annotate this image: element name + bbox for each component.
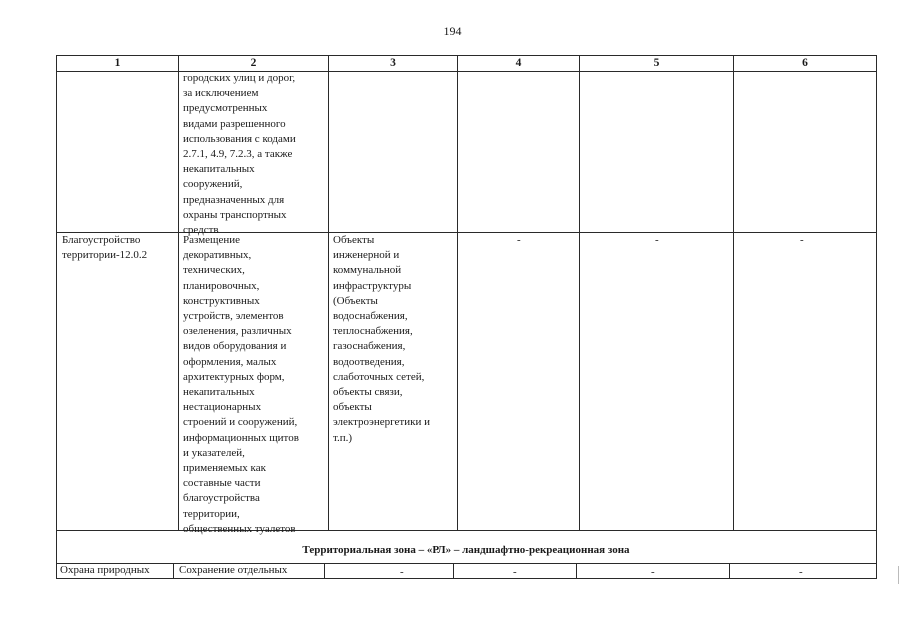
column-header: 2 [250,57,257,69]
table-cell-empty-dash: - [800,234,804,246]
table-cell-empty-dash: - [651,566,655,578]
table-cell-empty-dash: - [517,234,521,246]
header-bottom-border [56,71,877,72]
column-divider [457,55,458,531]
page-number: 194 [443,24,462,38]
column-header: 6 [802,57,808,69]
table-cell-use-description: Размещение декоративных, технических, планировочных, конструктивных устройств, элементов озеленения, различных видов оборудования и оформления, малых архитектурных форм, некапитальных нестационарных строений и сооружений, информационных щитов и указателей, применяемых как составные части благоустройства территории, общественных туалетов [183,234,299,535]
table-cell-empty-dash: - [799,566,803,578]
table-cell-empty-dash: - [513,566,517,578]
zone-title: Территориальная зона – «РЛ» – ландшафтно-рекреационная зона [302,544,630,556]
column-divider [579,55,580,531]
column-divider [576,563,577,579]
column-header: 3 [390,57,396,69]
table-right-border [876,55,877,579]
column-divider [178,55,179,531]
row-divider [56,232,877,233]
column-divider [733,55,734,531]
column-header: 4 [515,57,522,69]
column-header: 5 [653,57,660,69]
column-divider [328,55,329,531]
table-cell-use-type: Охрана природных [60,564,150,576]
column-divider [729,563,730,579]
column-divider [173,563,174,579]
table-left-border [56,55,57,579]
column-divider [453,563,454,579]
table-cell-empty-dash: - [655,234,659,246]
table-cell-permitted-use-continuation: городских улиц и дорог, за исключением предусмотренных видами разрешенного использования с кодами 2.7.1, 4.9, 7.2.3, а также некапитальных сооружений, предназначенных для охраны транспортных средств [183,72,296,237]
table-cell-use-description: Сохранение отдельных [179,564,288,576]
table-cell-use-type: Благоустройство территории-12.0.2 [62,234,148,262]
table-cell-auxiliary-use: Объекты инженерной и коммунальной инфраструктуры (Объекты водоснабжения, теплоснабжения, газоснабжения, водоотведения, слаботочных сетей, объекты связи, объекты электроэнергетики и т.п.) [333,234,430,444]
column-divider [324,563,325,579]
column-header: 1 [114,57,121,69]
row-divider [56,530,877,531]
scan-edge-mark [898,566,899,584]
table-cell-empty-dash: - [400,566,404,578]
